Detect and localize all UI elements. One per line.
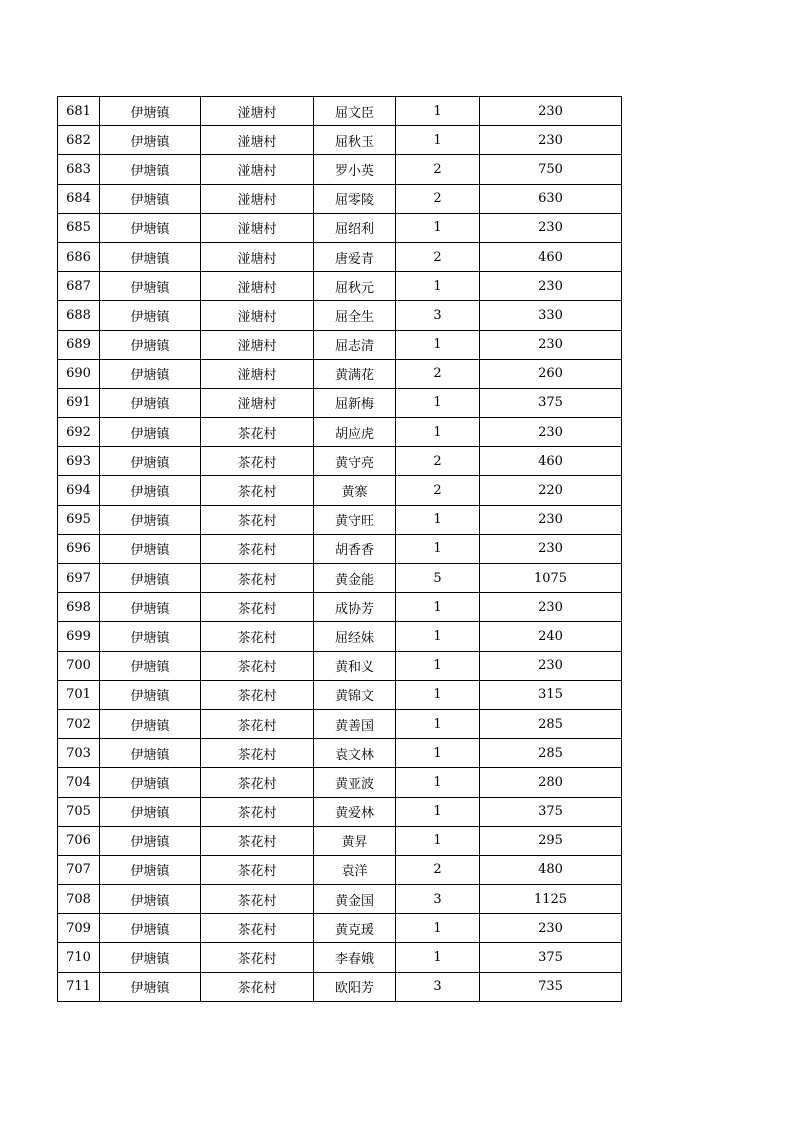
- row-number-cell: 704: [58, 768, 100, 797]
- name-cell: 屈新梅: [314, 388, 396, 417]
- row-number-cell: 688: [58, 301, 100, 330]
- village-cell: 湴塘村: [201, 97, 314, 126]
- town-cell: 伊塘镇: [100, 622, 201, 651]
- amount-cell: 375: [480, 797, 622, 826]
- row-number-cell: 707: [58, 855, 100, 884]
- count-cell: 2: [396, 447, 480, 476]
- amount-cell: 375: [480, 943, 622, 972]
- table-row: [58, 447, 622, 476]
- row-number-cell: 711: [58, 972, 100, 1001]
- amount-cell: 630: [480, 184, 622, 213]
- count-cell: 1: [396, 622, 480, 651]
- amount-cell: 735: [480, 972, 622, 1001]
- table-row: [58, 97, 622, 126]
- town-cell: 伊塘镇: [100, 476, 201, 505]
- row-number-cell: 710: [58, 943, 100, 972]
- town-cell: 伊塘镇: [100, 709, 201, 738]
- village-cell: 湴塘村: [201, 184, 314, 213]
- roster-table: [57, 96, 622, 1002]
- village-cell: 茶花村: [201, 826, 314, 855]
- table-row: [58, 972, 622, 1001]
- amount-cell: 750: [480, 155, 622, 184]
- count-cell: 3: [396, 885, 480, 914]
- town-cell: 伊塘镇: [100, 826, 201, 855]
- village-cell: 湴塘村: [201, 242, 314, 271]
- table-row: [58, 184, 622, 213]
- amount-cell: 230: [480, 914, 622, 943]
- village-cell: 湴塘村: [201, 272, 314, 301]
- row-number-cell: 708: [58, 885, 100, 914]
- table-row: [58, 476, 622, 505]
- row-number-cell: 702: [58, 709, 100, 738]
- row-number-cell: 687: [58, 272, 100, 301]
- row-number-cell: 695: [58, 505, 100, 534]
- village-cell: 茶花村: [201, 709, 314, 738]
- village-cell: 茶花村: [201, 593, 314, 622]
- amount-cell: 230: [480, 126, 622, 155]
- name-cell: 唐爱青: [314, 242, 396, 271]
- row-number-cell: 703: [58, 739, 100, 768]
- count-cell: 1: [396, 739, 480, 768]
- table-row: [58, 272, 622, 301]
- row-number-cell: 682: [58, 126, 100, 155]
- count-cell: 2: [396, 476, 480, 505]
- name-cell: 胡香香: [314, 534, 396, 563]
- count-cell: 1: [396, 593, 480, 622]
- name-cell: 袁文林: [314, 739, 396, 768]
- name-cell: 屈经妹: [314, 622, 396, 651]
- name-cell: 欧阳芳: [314, 972, 396, 1001]
- amount-cell: 480: [480, 855, 622, 884]
- count-cell: 1: [396, 651, 480, 680]
- village-cell: 茶花村: [201, 651, 314, 680]
- count-cell: 1: [396, 768, 480, 797]
- table-row: [58, 126, 622, 155]
- town-cell: 伊塘镇: [100, 651, 201, 680]
- town-cell: 伊塘镇: [100, 213, 201, 242]
- name-cell: 黄昇: [314, 826, 396, 855]
- count-cell: 1: [396, 505, 480, 534]
- town-cell: 伊塘镇: [100, 885, 201, 914]
- table-row: [58, 914, 622, 943]
- amount-cell: 230: [480, 534, 622, 563]
- amount-cell: 460: [480, 447, 622, 476]
- count-cell: 1: [396, 709, 480, 738]
- row-number-cell: 698: [58, 593, 100, 622]
- count-cell: 5: [396, 564, 480, 593]
- amount-cell: 230: [480, 505, 622, 534]
- amount-cell: 315: [480, 680, 622, 709]
- town-cell: 伊塘镇: [100, 768, 201, 797]
- town-cell: 伊塘镇: [100, 330, 201, 359]
- amount-cell: 285: [480, 739, 622, 768]
- village-cell: 湴塘村: [201, 388, 314, 417]
- name-cell: 黄和义: [314, 651, 396, 680]
- table-row: [58, 826, 622, 855]
- name-cell: 黄善国: [314, 709, 396, 738]
- table-row: [58, 388, 622, 417]
- town-cell: 伊塘镇: [100, 680, 201, 709]
- row-number-cell: 681: [58, 97, 100, 126]
- amount-cell: 295: [480, 826, 622, 855]
- village-cell: 茶花村: [201, 680, 314, 709]
- name-cell: 罗小英: [314, 155, 396, 184]
- amount-cell: 230: [480, 330, 622, 359]
- amount-cell: 230: [480, 418, 622, 447]
- village-cell: 茶花村: [201, 855, 314, 884]
- name-cell: 屈志清: [314, 330, 396, 359]
- table-row: [58, 943, 622, 972]
- count-cell: 1: [396, 97, 480, 126]
- roster-table-body: [58, 97, 622, 1002]
- table-row: [58, 505, 622, 534]
- count-cell: 1: [396, 388, 480, 417]
- table-row: [58, 330, 622, 359]
- name-cell: 黄满花: [314, 359, 396, 388]
- amount-cell: 220: [480, 476, 622, 505]
- village-cell: 湴塘村: [201, 213, 314, 242]
- name-cell: 黄守亮: [314, 447, 396, 476]
- amount-cell: 460: [480, 242, 622, 271]
- row-number-cell: 692: [58, 418, 100, 447]
- count-cell: 1: [396, 272, 480, 301]
- town-cell: 伊塘镇: [100, 505, 201, 534]
- count-cell: 2: [396, 242, 480, 271]
- count-cell: 1: [396, 418, 480, 447]
- name-cell: 黄金能: [314, 564, 396, 593]
- amount-cell: 330: [480, 301, 622, 330]
- row-number-cell: 690: [58, 359, 100, 388]
- town-cell: 伊塘镇: [100, 447, 201, 476]
- town-cell: 伊塘镇: [100, 184, 201, 213]
- count-cell: 1: [396, 126, 480, 155]
- count-cell: 1: [396, 797, 480, 826]
- count-cell: 2: [396, 155, 480, 184]
- table-row: [58, 680, 622, 709]
- name-cell: 黄克瑗: [314, 914, 396, 943]
- count-cell: 2: [396, 359, 480, 388]
- town-cell: 伊塘镇: [100, 943, 201, 972]
- row-number-cell: 696: [58, 534, 100, 563]
- row-number-cell: 699: [58, 622, 100, 651]
- count-cell: 1: [396, 534, 480, 563]
- amount-cell: 280: [480, 768, 622, 797]
- row-number-cell: 701: [58, 680, 100, 709]
- village-cell: 茶花村: [201, 797, 314, 826]
- village-cell: 湴塘村: [201, 155, 314, 184]
- name-cell: 黄亚波: [314, 768, 396, 797]
- village-cell: 茶花村: [201, 739, 314, 768]
- village-cell: 茶花村: [201, 534, 314, 563]
- amount-cell: 230: [480, 651, 622, 680]
- table-row: [58, 213, 622, 242]
- amount-cell: 230: [480, 213, 622, 242]
- town-cell: 伊塘镇: [100, 534, 201, 563]
- table-row: [58, 651, 622, 680]
- town-cell: 伊塘镇: [100, 388, 201, 417]
- row-number-cell: 683: [58, 155, 100, 184]
- name-cell: 屈秋玉: [314, 126, 396, 155]
- name-cell: 黄寨: [314, 476, 396, 505]
- village-cell: 湴塘村: [201, 330, 314, 359]
- table-row: [58, 797, 622, 826]
- town-cell: 伊塘镇: [100, 272, 201, 301]
- town-cell: 伊塘镇: [100, 359, 201, 388]
- table-row: [58, 359, 622, 388]
- name-cell: 屈文臣: [314, 97, 396, 126]
- amount-cell: 240: [480, 622, 622, 651]
- name-cell: 黄锦文: [314, 680, 396, 709]
- name-cell: 成协芳: [314, 593, 396, 622]
- table-row: [58, 885, 622, 914]
- town-cell: 伊塘镇: [100, 855, 201, 884]
- table-row: [58, 301, 622, 330]
- village-cell: 茶花村: [201, 418, 314, 447]
- count-cell: 1: [396, 213, 480, 242]
- table-row: [58, 564, 622, 593]
- table-row: [58, 155, 622, 184]
- count-cell: 2: [396, 855, 480, 884]
- village-cell: 茶花村: [201, 914, 314, 943]
- amount-cell: 1075: [480, 564, 622, 593]
- village-cell: 茶花村: [201, 564, 314, 593]
- count-cell: 2: [396, 184, 480, 213]
- row-number-cell: 684: [58, 184, 100, 213]
- name-cell: 黄金国: [314, 885, 396, 914]
- count-cell: 1: [396, 943, 480, 972]
- name-cell: 李春娥: [314, 943, 396, 972]
- village-cell: 湴塘村: [201, 359, 314, 388]
- row-number-cell: 694: [58, 476, 100, 505]
- town-cell: 伊塘镇: [100, 242, 201, 271]
- amount-cell: 375: [480, 388, 622, 417]
- name-cell: 黄守旺: [314, 505, 396, 534]
- count-cell: 3: [396, 301, 480, 330]
- town-cell: 伊塘镇: [100, 418, 201, 447]
- amount-cell: 230: [480, 272, 622, 301]
- table-row: [58, 709, 622, 738]
- village-cell: 茶花村: [201, 505, 314, 534]
- row-number-cell: 706: [58, 826, 100, 855]
- village-cell: 茶花村: [201, 885, 314, 914]
- table-row: [58, 593, 622, 622]
- amount-cell: 230: [480, 593, 622, 622]
- name-cell: 胡应虎: [314, 418, 396, 447]
- town-cell: 伊塘镇: [100, 97, 201, 126]
- village-cell: 茶花村: [201, 476, 314, 505]
- count-cell: 1: [396, 330, 480, 359]
- town-cell: 伊塘镇: [100, 914, 201, 943]
- village-cell: 湴塘村: [201, 301, 314, 330]
- row-number-cell: 709: [58, 914, 100, 943]
- count-cell: 1: [396, 680, 480, 709]
- table-row: [58, 622, 622, 651]
- town-cell: 伊塘镇: [100, 301, 201, 330]
- name-cell: 屈绍利: [314, 213, 396, 242]
- amount-cell: 230: [480, 97, 622, 126]
- village-cell: 茶花村: [201, 447, 314, 476]
- village-cell: 茶花村: [201, 768, 314, 797]
- count-cell: 1: [396, 826, 480, 855]
- row-number-cell: 693: [58, 447, 100, 476]
- town-cell: 伊塘镇: [100, 564, 201, 593]
- row-number-cell: 697: [58, 564, 100, 593]
- count-cell: 1: [396, 914, 480, 943]
- name-cell: 黄爱林: [314, 797, 396, 826]
- name-cell: 屈零陵: [314, 184, 396, 213]
- village-cell: 茶花村: [201, 972, 314, 1001]
- amount-cell: 285: [480, 709, 622, 738]
- table-row: [58, 242, 622, 271]
- town-cell: 伊塘镇: [100, 972, 201, 1001]
- count-cell: 3: [396, 972, 480, 1001]
- table-row: [58, 768, 622, 797]
- town-cell: 伊塘镇: [100, 739, 201, 768]
- row-number-cell: 686: [58, 242, 100, 271]
- village-cell: 茶花村: [201, 622, 314, 651]
- name-cell: 屈秋元: [314, 272, 396, 301]
- table-row: [58, 739, 622, 768]
- town-cell: 伊塘镇: [100, 593, 201, 622]
- row-number-cell: 705: [58, 797, 100, 826]
- row-number-cell: 700: [58, 651, 100, 680]
- table-row: [58, 855, 622, 884]
- amount-cell: 260: [480, 359, 622, 388]
- name-cell: 屈全生: [314, 301, 396, 330]
- town-cell: 伊塘镇: [100, 797, 201, 826]
- row-number-cell: 685: [58, 213, 100, 242]
- row-number-cell: 689: [58, 330, 100, 359]
- town-cell: 伊塘镇: [100, 126, 201, 155]
- name-cell: 袁洋: [314, 855, 396, 884]
- table-row: [58, 534, 622, 563]
- village-cell: 茶花村: [201, 943, 314, 972]
- amount-cell: 1125: [480, 885, 622, 914]
- village-cell: 湴塘村: [201, 126, 314, 155]
- table-row: [58, 418, 622, 447]
- row-number-cell: 691: [58, 388, 100, 417]
- town-cell: 伊塘镇: [100, 155, 201, 184]
